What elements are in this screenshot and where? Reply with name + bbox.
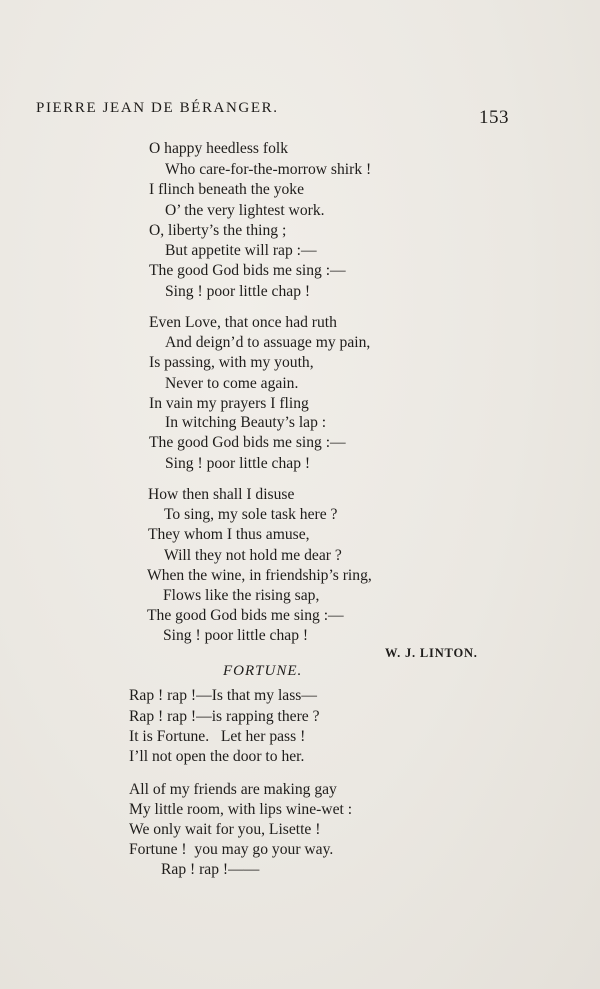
poem-line: The good God bids me sing :— — [147, 607, 344, 624]
poem-line: Sing ! poor little chap ! — [163, 627, 309, 644]
poem-line: Sing ! poor little chap ! — [165, 455, 311, 472]
poem-line: Sing ! poor little chap ! — [165, 283, 311, 300]
poem-line: O happy heedless folk — [149, 140, 289, 157]
poem-line: And deign’d to assuage my pain, — [165, 334, 371, 351]
translator-credit: W. J. LINTON. — [385, 646, 478, 660]
poem-line: The good God bids me sing :— — [149, 434, 346, 451]
poem-line: Flows like the rising sap, — [163, 587, 320, 604]
poem-line: The good God bids me sing :— — [149, 262, 346, 279]
poem-line: Who care-for-the-morrow shirk ! — [165, 161, 372, 178]
poem-line: When the wine, in friendship’s ring, — [147, 567, 372, 584]
poem-line: To sing, my sole task here ? — [164, 506, 338, 523]
poem-line: In vain my prayers I fling — [149, 395, 309, 412]
running-head: PIERRE JEAN DE BÉRANGER. — [36, 100, 279, 116]
poem-line: O, liberty’s the thing ; — [149, 222, 287, 239]
poem-line: We only wait for you, Lisette ! — [129, 821, 321, 838]
poem-line: Fortune ! you may go your way. — [129, 841, 334, 858]
poem-line: Rap ! rap !—Is that my lass— — [129, 687, 317, 704]
poem-line: Rap ! rap !—is rapping there ? — [129, 708, 320, 725]
poem-line: Rap ! rap !—— — [161, 861, 260, 878]
poem-line: I’ll not open the door to her. — [129, 748, 305, 765]
poem-line: O’ the very lightest work. — [165, 202, 325, 219]
poem-line: How then shall I disuse — [148, 486, 295, 503]
poem-line: It is Fortune. Let her pass ! — [129, 728, 306, 745]
page-number: 153 — [479, 107, 509, 128]
poem-line: In witching Beauty’s lap : — [165, 414, 327, 431]
poem-line: Is passing, with my youth, — [149, 354, 314, 371]
poem-title: FORTUNE. — [223, 663, 303, 679]
poem-line: All of my friends are making gay — [129, 781, 337, 798]
poem-line: My little room, with lips wine-wet : — [129, 801, 353, 818]
poem-line: Never to come again. — [165, 375, 299, 392]
poem-line: Even Love, that once had ruth — [149, 314, 337, 331]
poem-line: Will they not hold me dear ? — [164, 547, 342, 564]
poem-line: I flinch beneath the yoke — [149, 181, 305, 198]
poem-line: But appetite will rap :— — [165, 242, 317, 259]
poem-line: They whom I thus amuse, — [148, 526, 310, 543]
